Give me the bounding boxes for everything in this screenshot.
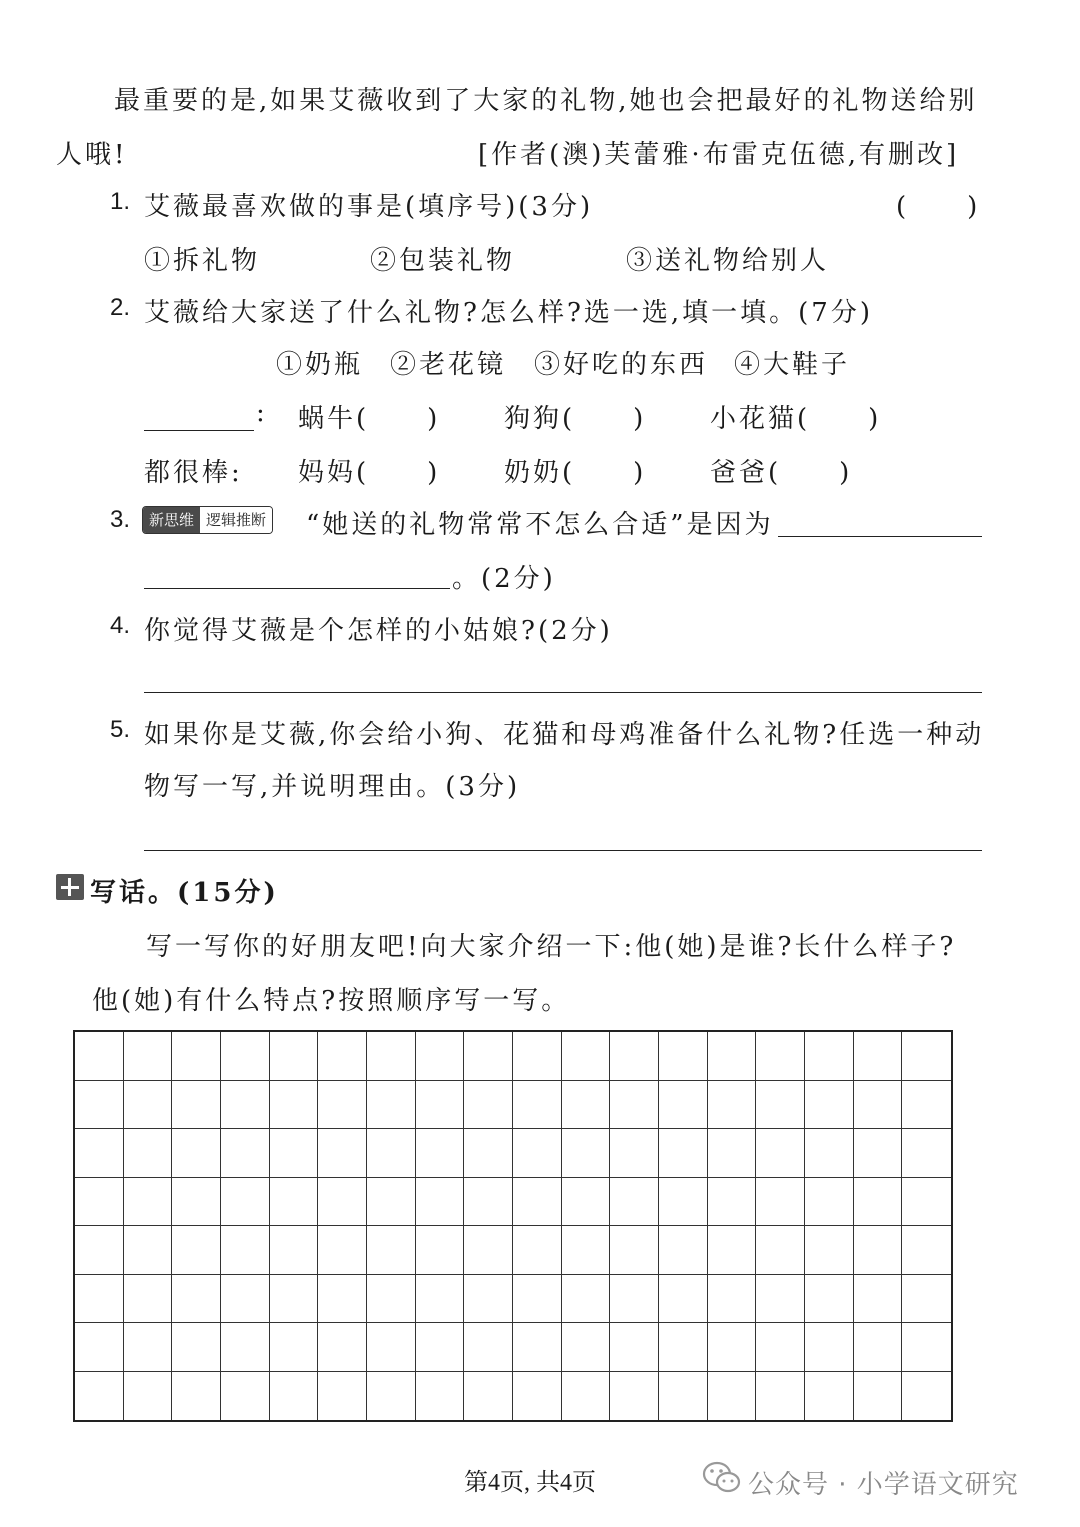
grid-cell[interactable] — [854, 1226, 903, 1275]
q3-tail: 。(2分) — [452, 564, 556, 594]
grid-cell[interactable] — [367, 1323, 416, 1372]
grid-cell[interactable] — [805, 1275, 854, 1324]
q1-option-3: ③送礼物给别人 — [626, 246, 830, 276]
grid-cell[interactable] — [562, 1081, 611, 1130]
section-ten-title: 写话。(15分) — [90, 878, 279, 908]
q3-tag — [142, 506, 273, 534]
grid-cell[interactable] — [562, 1226, 611, 1275]
grid-cell[interactable] — [416, 1178, 465, 1227]
grid-cell[interactable] — [708, 1178, 757, 1227]
grid-cell[interactable] — [513, 1226, 562, 1275]
q2-row2-item-1[interactable]: 妈妈( ) — [298, 458, 441, 488]
section-ten-badge-icon — [56, 874, 84, 900]
grid-cell[interactable] — [708, 1226, 757, 1275]
grid-cell[interactable] — [124, 1226, 173, 1275]
q2-row2-item-2[interactable]: 奶奶( ) — [504, 458, 647, 488]
grid-cell[interactable] — [659, 1275, 708, 1324]
grid-cell[interactable] — [562, 1129, 611, 1178]
q4-number: 4. — [110, 612, 131, 639]
grid-cell[interactable] — [172, 1226, 221, 1275]
grid-cell[interactable] — [854, 1081, 903, 1130]
q2-row2-item-3[interactable]: 爸爸( ) — [710, 458, 853, 488]
grid-cell[interactable] — [562, 1275, 611, 1324]
q5-line-2: 物写一写,并说明理由。(3分) — [144, 772, 521, 802]
grid-cell[interactable] — [124, 1032, 173, 1081]
q4-text: 你觉得艾薇是个怎样的小姑娘?(2分) — [144, 616, 613, 646]
grid-cell[interactable] — [367, 1275, 416, 1324]
grid-cell[interactable] — [221, 1323, 270, 1372]
grid-cell[interactable] — [270, 1323, 319, 1372]
q3-tag-new-thinking: 新思维 — [143, 507, 200, 533]
grid-cell[interactable] — [270, 1275, 319, 1324]
grid-cell[interactable] — [367, 1372, 416, 1421]
grid-cell[interactable] — [75, 1178, 124, 1227]
grid-cell[interactable] — [318, 1129, 367, 1178]
grid-cell[interactable] — [124, 1178, 173, 1227]
grid-cell[interactable] — [659, 1032, 708, 1081]
q4-answer-line[interactable] — [144, 692, 982, 693]
grid-cell[interactable] — [756, 1129, 805, 1178]
q2-row1-item-3[interactable]: 小花猫( ) — [710, 404, 882, 434]
grid-cell[interactable] — [805, 1226, 854, 1275]
grid-cell[interactable] — [172, 1323, 221, 1372]
grid-cell[interactable] — [513, 1323, 562, 1372]
grid-cell[interactable] — [172, 1081, 221, 1130]
grid-cell[interactable] — [854, 1372, 903, 1421]
q3-number: 3. — [110, 506, 131, 533]
q2-blank-line[interactable] — [144, 430, 254, 431]
grid-cell[interactable] — [318, 1226, 367, 1275]
grid-cell[interactable] — [124, 1275, 173, 1324]
section-ten-prompt-line-2: 他(她)有什么特点?按照顺序写一写。 — [92, 986, 571, 1016]
grid-cell[interactable] — [659, 1372, 708, 1421]
grid-cell[interactable] — [75, 1129, 124, 1178]
q1-answer-paren[interactable]: ( ) — [896, 192, 981, 222]
grid-cell[interactable] — [902, 1275, 951, 1324]
grid-cell[interactable] — [708, 1081, 757, 1130]
grid-cell[interactable] — [708, 1032, 757, 1081]
grid-cell[interactable] — [902, 1081, 951, 1130]
q2-number: 2. — [110, 294, 131, 321]
grid-cell[interactable] — [124, 1323, 173, 1372]
q2-text: 艾薇给大家送了什么礼物?怎么样?选一选,填一填。(7分) — [144, 298, 873, 328]
q2-row1-colon: : — [256, 398, 268, 428]
grid-cell[interactable] — [805, 1323, 854, 1372]
q3-answer-line-1[interactable] — [778, 536, 982, 537]
q2-option-4: ④大鞋子 — [734, 350, 851, 380]
grid-cell[interactable] — [416, 1032, 465, 1081]
q5-answer-line[interactable] — [144, 850, 982, 851]
grid-cell[interactable] — [902, 1129, 951, 1178]
grid-cell[interactable] — [416, 1323, 465, 1372]
grid-cell[interactable] — [75, 1323, 124, 1372]
grid-cell[interactable] — [513, 1129, 562, 1178]
grid-cell[interactable] — [270, 1032, 319, 1081]
grid-cell[interactable] — [610, 1275, 659, 1324]
grid-cell[interactable] — [75, 1081, 124, 1130]
q2-row2-label: 都很棒: — [144, 458, 243, 488]
grid-cell[interactable] — [270, 1226, 319, 1275]
grid-cell[interactable] — [756, 1178, 805, 1227]
grid-cell[interactable] — [367, 1178, 416, 1227]
grid-cell[interactable] — [172, 1032, 221, 1081]
q2-row1-item-1[interactable]: 蜗牛( ) — [298, 404, 441, 434]
passage-source: [作者(澳)芙蕾雅·布雷克伍德,有删改] — [478, 140, 960, 170]
grid-cell[interactable] — [610, 1178, 659, 1227]
grid-cell[interactable] — [902, 1323, 951, 1372]
q5-line-1: 如果你是艾薇,你会给小狗、花猫和母鸡准备什么礼物?任选一种动 — [144, 720, 985, 750]
grid-cell[interactable] — [172, 1129, 221, 1178]
page-number: 第4页, 共4页 — [464, 1470, 596, 1496]
grid-cell[interactable] — [172, 1275, 221, 1324]
grid-cell[interactable] — [221, 1372, 270, 1421]
grid-cell[interactable] — [756, 1032, 805, 1081]
grid-cell[interactable] — [124, 1372, 173, 1421]
grid-cell[interactable] — [318, 1081, 367, 1130]
grid-cell[interactable] — [659, 1129, 708, 1178]
grid-cell[interactable] — [221, 1032, 270, 1081]
grid-cell[interactable] — [464, 1323, 513, 1372]
grid-cell[interactable] — [659, 1178, 708, 1227]
grid-cell[interactable] — [708, 1129, 757, 1178]
q3-answer-line-2[interactable] — [144, 588, 450, 589]
q3-tag-logic: 逻辑推断 — [200, 507, 272, 533]
grid-cell[interactable] — [854, 1178, 903, 1227]
q1-number: 1. — [110, 188, 131, 215]
grid-cell[interactable] — [172, 1178, 221, 1227]
grid-cell[interactable] — [124, 1081, 173, 1130]
grid-cell[interactable] — [513, 1032, 562, 1081]
grid-cell[interactable] — [221, 1226, 270, 1275]
grid-cell[interactable] — [416, 1275, 465, 1324]
grid-cell[interactable] — [610, 1372, 659, 1421]
grid-cell[interactable] — [610, 1129, 659, 1178]
q3-text: “她送的礼物常常不怎么合适”是因为 — [306, 510, 774, 540]
q1-option-1: ①拆礼物 — [144, 246, 261, 276]
grid-cell[interactable] — [75, 1275, 124, 1324]
grid-cell[interactable] — [270, 1081, 319, 1130]
grid-cell[interactable] — [854, 1032, 903, 1081]
grid-cell[interactable] — [464, 1032, 513, 1081]
grid-cell[interactable] — [659, 1226, 708, 1275]
grid-cell[interactable] — [805, 1129, 854, 1178]
grid-cell[interactable] — [562, 1178, 611, 1227]
q2-option-3: ③好吃的东西 — [534, 350, 709, 380]
grid-cell[interactable] — [610, 1226, 659, 1275]
grid-cell[interactable] — [172, 1372, 221, 1421]
grid-cell[interactable] — [902, 1372, 951, 1421]
grid-cell[interactable] — [610, 1081, 659, 1130]
grid-cell[interactable] — [854, 1129, 903, 1178]
grid-cell[interactable] — [75, 1226, 124, 1275]
grid-cell[interactable] — [318, 1032, 367, 1081]
grid-cell[interactable] — [270, 1372, 319, 1421]
grid-cell[interactable] — [756, 1081, 805, 1130]
grid-cell[interactable] — [464, 1275, 513, 1324]
grid-cell[interactable] — [416, 1372, 465, 1421]
grid-cell[interactable] — [562, 1372, 611, 1421]
grid-cell[interactable] — [562, 1032, 611, 1081]
grid-cell[interactable] — [318, 1275, 367, 1324]
grid-cell[interactable] — [854, 1323, 903, 1372]
grid-cell[interactable] — [805, 1178, 854, 1227]
grid-cell[interactable] — [708, 1275, 757, 1324]
grid-cell[interactable] — [464, 1178, 513, 1227]
grid-cell[interactable] — [464, 1129, 513, 1178]
grid-cell[interactable] — [318, 1323, 367, 1372]
q2-row1-item-2[interactable]: 狗狗( ) — [504, 404, 647, 434]
section-ten-prompt-line-1: 写一写你的好朋友吧!向大家介绍一下:他(她)是谁?长什么样子? — [146, 932, 957, 962]
grid-cell[interactable] — [902, 1178, 951, 1227]
grid-cell[interactable] — [659, 1081, 708, 1130]
grid-cell[interactable] — [221, 1081, 270, 1130]
grid-cell[interactable] — [562, 1323, 611, 1372]
grid-cell[interactable] — [318, 1372, 367, 1421]
grid-cell[interactable] — [464, 1081, 513, 1130]
grid-cell[interactable] — [756, 1372, 805, 1421]
grid-cell[interactable] — [367, 1226, 416, 1275]
grid-cell[interactable] — [367, 1081, 416, 1130]
q2-option-2: ②老花镜 — [390, 350, 507, 380]
grid-cell[interactable] — [464, 1372, 513, 1421]
grid-cell[interactable] — [708, 1372, 757, 1421]
grid-cell[interactable] — [75, 1032, 124, 1081]
grid-cell[interactable] — [513, 1081, 562, 1130]
grid-cell[interactable] — [75, 1372, 124, 1421]
q1-text: 艾薇最喜欢做的事是(填序号)(3分) — [144, 192, 594, 222]
writing-grid[interactable] — [73, 1030, 953, 1422]
grid-cell[interactable] — [805, 1032, 854, 1081]
grid-cell[interactable] — [124, 1129, 173, 1178]
grid-cell[interactable] — [513, 1275, 562, 1324]
grid-cell[interactable] — [756, 1275, 805, 1324]
grid-cell[interactable] — [513, 1372, 562, 1421]
grid-cell[interactable] — [610, 1323, 659, 1372]
grid-cell[interactable] — [902, 1032, 951, 1081]
grid-cell[interactable] — [756, 1323, 805, 1372]
grid-cell[interactable] — [708, 1323, 757, 1372]
watermark-text: 公众号 · 小学语文研究 — [748, 1470, 1019, 1500]
q1-option-2: ②包装礼物 — [370, 246, 516, 276]
grid-cell[interactable] — [367, 1129, 416, 1178]
grid-cell[interactable] — [902, 1226, 951, 1275]
grid-cell[interactable] — [805, 1372, 854, 1421]
passage-line-2: 人哦! — [56, 140, 128, 170]
grid-cell[interactable] — [221, 1178, 270, 1227]
grid-cell[interactable] — [416, 1129, 465, 1178]
grid-cell[interactable] — [367, 1032, 416, 1081]
grid-cell[interactable] — [221, 1275, 270, 1324]
grid-cell[interactable] — [416, 1226, 465, 1275]
grid-cell[interactable] — [805, 1081, 854, 1130]
passage-line-1: 最重要的是,如果艾薇收到了大家的礼物,她也会把最好的礼物送给别 — [114, 86, 978, 116]
wechat-icon — [702, 1460, 742, 1496]
q5-number: 5. — [110, 716, 131, 743]
grid-cell[interactable] — [318, 1178, 367, 1227]
grid-cell[interactable] — [221, 1129, 270, 1178]
grid-cell[interactable] — [270, 1129, 319, 1178]
q2-option-1: ①奶瓶 — [276, 350, 364, 380]
grid-cell[interactable] — [659, 1323, 708, 1372]
grid-cell[interactable] — [416, 1081, 465, 1130]
grid-cell[interactable] — [464, 1226, 513, 1275]
grid-cell[interactable] — [610, 1032, 659, 1081]
grid-cell[interactable] — [513, 1178, 562, 1227]
grid-cell[interactable] — [854, 1275, 903, 1324]
grid-cell[interactable] — [270, 1178, 319, 1227]
grid-cell[interactable] — [756, 1226, 805, 1275]
